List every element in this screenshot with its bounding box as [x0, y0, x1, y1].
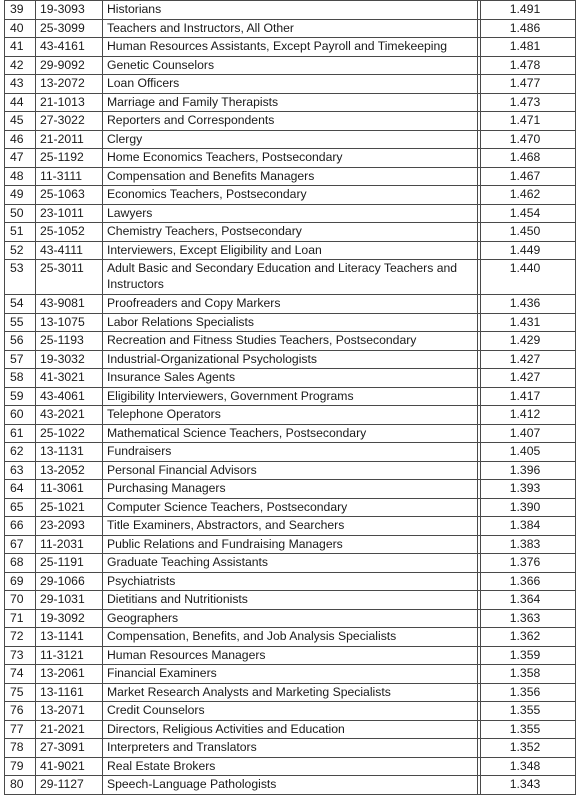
value-cell: 1.429 — [481, 332, 576, 351]
value-cell: 1.405 — [481, 443, 576, 462]
code-cell: 25-1022 — [36, 424, 103, 443]
table-row — [5, 480, 576, 499]
table-row — [5, 75, 576, 94]
title-cell: Telephone Operators — [103, 406, 478, 425]
title-cell: Reporters and Correspondents — [103, 112, 478, 131]
rank-cell: 49 — [5, 186, 36, 205]
code-cell: 41-9021 — [36, 757, 103, 776]
value-cell: 1.491 — [481, 1, 576, 20]
title-cell: Interpreters and Translators — [103, 739, 478, 758]
rank-cell: 70 — [5, 591, 36, 610]
rank-cell: 80 — [5, 776, 36, 795]
code-cell: 11-3111 — [36, 167, 103, 186]
table-row — [5, 443, 576, 462]
code-cell: 13-2072 — [36, 75, 103, 94]
value-cell: 1.417 — [481, 387, 576, 406]
value-cell: 1.348 — [481, 757, 576, 776]
value-cell: 1.364 — [481, 591, 576, 610]
table-row — [5, 167, 576, 186]
title-cell: Teachers and Instructors, All Other — [103, 19, 478, 38]
code-cell: 13-2061 — [36, 665, 103, 684]
rank-cell: 77 — [5, 720, 36, 739]
title-cell: Adult Basic and Secondary Education and Literacy Teachers and Instructors — [103, 260, 478, 295]
code-cell: 13-2052 — [36, 461, 103, 480]
table-row — [5, 424, 576, 443]
code-cell: 29-1066 — [36, 572, 103, 591]
rank-cell: 69 — [5, 572, 36, 591]
table-row — [5, 609, 576, 628]
code-cell: 21-1013 — [36, 93, 103, 112]
rank-cell: 42 — [5, 56, 36, 75]
rank-cell: 50 — [5, 204, 36, 223]
table-row — [5, 350, 576, 369]
table-row — [5, 204, 576, 223]
code-cell: 43-9081 — [36, 295, 103, 314]
table-row — [5, 406, 576, 425]
value-cell: 1.356 — [481, 683, 576, 702]
table-row — [5, 498, 576, 517]
value-cell: 1.470 — [481, 130, 576, 149]
value-cell: 1.478 — [481, 56, 576, 75]
value-cell: 1.427 — [481, 369, 576, 388]
title-cell: Genetic Counselors — [103, 56, 478, 75]
value-cell: 1.352 — [481, 739, 576, 758]
code-cell: 29-9092 — [36, 56, 103, 75]
title-cell: Fundraisers — [103, 443, 478, 462]
title-cell: Proofreaders and Copy Markers — [103, 295, 478, 314]
code-cell: 43-4061 — [36, 387, 103, 406]
title-cell: Historians — [103, 1, 478, 20]
table-row — [5, 186, 576, 205]
table-row — [5, 720, 576, 739]
code-cell: 13-1075 — [36, 313, 103, 332]
table-row — [5, 369, 576, 388]
rank-cell: 62 — [5, 443, 36, 462]
rank-cell: 75 — [5, 683, 36, 702]
title-cell: Labor Relations Specialists — [103, 313, 478, 332]
table-row — [5, 591, 576, 610]
table-row — [5, 93, 576, 112]
value-cell: 1.454 — [481, 204, 576, 223]
table-row — [5, 628, 576, 647]
rank-cell: 64 — [5, 480, 36, 499]
title-cell: Speech-Language Pathologists — [103, 776, 478, 795]
value-cell: 1.359 — [481, 646, 576, 665]
value-cell: 1.427 — [481, 350, 576, 369]
title-cell: Real Estate Brokers — [103, 757, 478, 776]
value-cell: 1.390 — [481, 498, 576, 517]
table-row — [5, 739, 576, 758]
table-row — [5, 776, 576, 795]
title-cell: Eligibility Interviewers, Government Programs — [103, 387, 478, 406]
code-cell: 13-1141 — [36, 628, 103, 647]
value-cell: 1.462 — [481, 186, 576, 205]
title-cell: Insurance Sales Agents — [103, 369, 478, 388]
value-cell: 1.366 — [481, 572, 576, 591]
code-cell: 23-2093 — [36, 517, 103, 536]
value-cell: 1.449 — [481, 241, 576, 260]
value-cell: 1.473 — [481, 93, 576, 112]
value-cell: 1.450 — [481, 223, 576, 242]
rank-cell: 40 — [5, 19, 36, 38]
table-row — [5, 665, 576, 684]
code-cell: 25-3099 — [36, 19, 103, 38]
title-cell: Lawyers — [103, 204, 478, 223]
table-row — [5, 387, 576, 406]
rank-cell: 61 — [5, 424, 36, 443]
code-cell: 25-1052 — [36, 223, 103, 242]
code-cell: 25-1191 — [36, 554, 103, 573]
title-cell: Personal Financial Advisors — [103, 461, 478, 480]
value-cell: 1.477 — [481, 75, 576, 94]
title-cell: Directors, Religious Activities and Education — [103, 720, 478, 739]
rank-cell: 79 — [5, 757, 36, 776]
title-cell: Credit Counselors — [103, 702, 478, 721]
table-row — [5, 646, 576, 665]
table-row — [5, 38, 576, 57]
code-cell: 19-3093 — [36, 1, 103, 20]
title-cell: Compensation, Benefits, and Job Analysis Specialists — [103, 628, 478, 647]
table-row — [5, 112, 576, 131]
title-cell: Purchasing Managers — [103, 480, 478, 499]
table-row — [5, 295, 576, 314]
value-cell: 1.471 — [481, 112, 576, 131]
value-cell: 1.355 — [481, 720, 576, 739]
rank-cell: 65 — [5, 498, 36, 517]
table-row — [5, 56, 576, 75]
rank-cell: 72 — [5, 628, 36, 647]
value-cell: 1.393 — [481, 480, 576, 499]
title-cell: Geographers — [103, 609, 478, 628]
table-row — [5, 313, 576, 332]
value-cell: 1.362 — [481, 628, 576, 647]
title-cell: Dietitians and Nutritionists — [103, 591, 478, 610]
rank-cell: 76 — [5, 702, 36, 721]
code-cell: 21-2011 — [36, 130, 103, 149]
table-row — [5, 223, 576, 242]
value-cell: 1.486 — [481, 19, 576, 38]
table-row — [5, 572, 576, 591]
value-cell: 1.383 — [481, 535, 576, 554]
code-cell: 25-1063 — [36, 186, 103, 205]
rank-cell: 60 — [5, 406, 36, 425]
code-cell: 25-1192 — [36, 149, 103, 168]
rank-cell: 51 — [5, 223, 36, 242]
value-cell: 1.384 — [481, 517, 576, 536]
code-cell: 43-2021 — [36, 406, 103, 425]
value-cell: 1.440 — [481, 260, 576, 295]
code-cell: 13-1131 — [36, 443, 103, 462]
title-cell: Human Resources Assistants, Except Payroll and Timekeeping — [103, 38, 478, 57]
table-row — [5, 757, 576, 776]
value-cell: 1.412 — [481, 406, 576, 425]
rank-cell: 43 — [5, 75, 36, 94]
title-cell: Public Relations and Fundraising Managers — [103, 535, 478, 554]
value-cell: 1.431 — [481, 313, 576, 332]
occupation-table — [4, 0, 576, 795]
title-cell: Market Research Analysts and Marketing Specialists — [103, 683, 478, 702]
rank-cell: 67 — [5, 535, 36, 554]
value-cell: 1.467 — [481, 167, 576, 186]
rank-cell: 53 — [5, 260, 36, 295]
title-cell: Loan Officers — [103, 75, 478, 94]
title-cell: Human Resources Managers — [103, 646, 478, 665]
table-row — [5, 683, 576, 702]
code-cell: 29-1127 — [36, 776, 103, 795]
title-cell: Mathematical Science Teachers, Postsecondary — [103, 424, 478, 443]
code-cell: 25-3011 — [36, 260, 103, 295]
title-cell: Interviewers, Except Eligibility and Loan — [103, 241, 478, 260]
code-cell: 11-3061 — [36, 480, 103, 499]
rank-cell: 48 — [5, 167, 36, 186]
code-cell: 43-4161 — [36, 38, 103, 57]
code-cell: 27-3022 — [36, 112, 103, 131]
rank-cell: 59 — [5, 387, 36, 406]
value-cell: 1.355 — [481, 702, 576, 721]
rank-cell: 41 — [5, 38, 36, 57]
code-cell: 27-3091 — [36, 739, 103, 758]
rank-cell: 52 — [5, 241, 36, 260]
rank-cell: 47 — [5, 149, 36, 168]
code-cell: 43-4111 — [36, 241, 103, 260]
code-cell: 21-2021 — [36, 720, 103, 739]
rank-cell: 66 — [5, 517, 36, 536]
rank-cell: 58 — [5, 369, 36, 388]
title-cell: Marriage and Family Therapists — [103, 93, 478, 112]
rank-cell: 57 — [5, 350, 36, 369]
code-cell: 29-1031 — [36, 591, 103, 610]
value-cell: 1.376 — [481, 554, 576, 573]
rank-cell: 63 — [5, 461, 36, 480]
title-cell: Economics Teachers, Postsecondary — [103, 186, 478, 205]
rank-cell: 39 — [5, 1, 36, 20]
rank-cell: 71 — [5, 609, 36, 628]
title-cell: Psychiatrists — [103, 572, 478, 591]
value-cell: 1.481 — [481, 38, 576, 57]
code-cell: 25-1021 — [36, 498, 103, 517]
value-cell: 1.343 — [481, 776, 576, 795]
rank-cell: 56 — [5, 332, 36, 351]
title-cell: Compensation and Benefits Managers — [103, 167, 478, 186]
title-cell: Computer Science Teachers, Postsecondary — [103, 498, 478, 517]
table-row — [5, 130, 576, 149]
value-cell: 1.436 — [481, 295, 576, 314]
value-cell: 1.396 — [481, 461, 576, 480]
table-row — [5, 702, 576, 721]
rank-cell: 44 — [5, 93, 36, 112]
table-row — [5, 535, 576, 554]
title-cell: Clergy — [103, 130, 478, 149]
table-row — [5, 19, 576, 38]
title-cell: Financial Examiners — [103, 665, 478, 684]
rank-cell: 54 — [5, 295, 36, 314]
code-cell: 41-3021 — [36, 369, 103, 388]
rank-cell: 55 — [5, 313, 36, 332]
title-cell: Graduate Teaching Assistants — [103, 554, 478, 573]
table-row — [5, 149, 576, 168]
title-cell: Industrial-Organizational Psychologists — [103, 350, 478, 369]
rank-cell: 78 — [5, 739, 36, 758]
value-cell: 1.468 — [481, 149, 576, 168]
occupation-table-body — [5, 1, 576, 795]
code-cell: 19-3032 — [36, 350, 103, 369]
code-cell: 19-3092 — [36, 609, 103, 628]
title-cell: Home Economics Teachers, Postsecondary — [103, 149, 478, 168]
value-cell: 1.407 — [481, 424, 576, 443]
table-row — [5, 461, 576, 480]
rank-cell: 68 — [5, 554, 36, 573]
title-cell: Chemistry Teachers, Postsecondary — [103, 223, 478, 242]
title-cell: Recreation and Fitness Studies Teachers, Postsecondary — [103, 332, 478, 351]
code-cell: 11-2031 — [36, 535, 103, 554]
table-row — [5, 517, 576, 536]
code-cell: 13-1161 — [36, 683, 103, 702]
title-cell: Title Examiners, Abstractors, and Searchers — [103, 517, 478, 536]
rank-cell: 45 — [5, 112, 36, 131]
table-row — [5, 260, 576, 295]
table-row — [5, 554, 576, 573]
rank-cell: 46 — [5, 130, 36, 149]
value-cell: 1.358 — [481, 665, 576, 684]
value-cell: 1.363 — [481, 609, 576, 628]
code-cell: 23-1011 — [36, 204, 103, 223]
code-cell: 11-3121 — [36, 646, 103, 665]
table-row — [5, 332, 576, 351]
table-row — [5, 1, 576, 20]
code-cell: 13-2071 — [36, 702, 103, 721]
table-row — [5, 241, 576, 260]
rank-cell: 73 — [5, 646, 36, 665]
code-cell: 25-1193 — [36, 332, 103, 351]
rank-cell: 74 — [5, 665, 36, 684]
